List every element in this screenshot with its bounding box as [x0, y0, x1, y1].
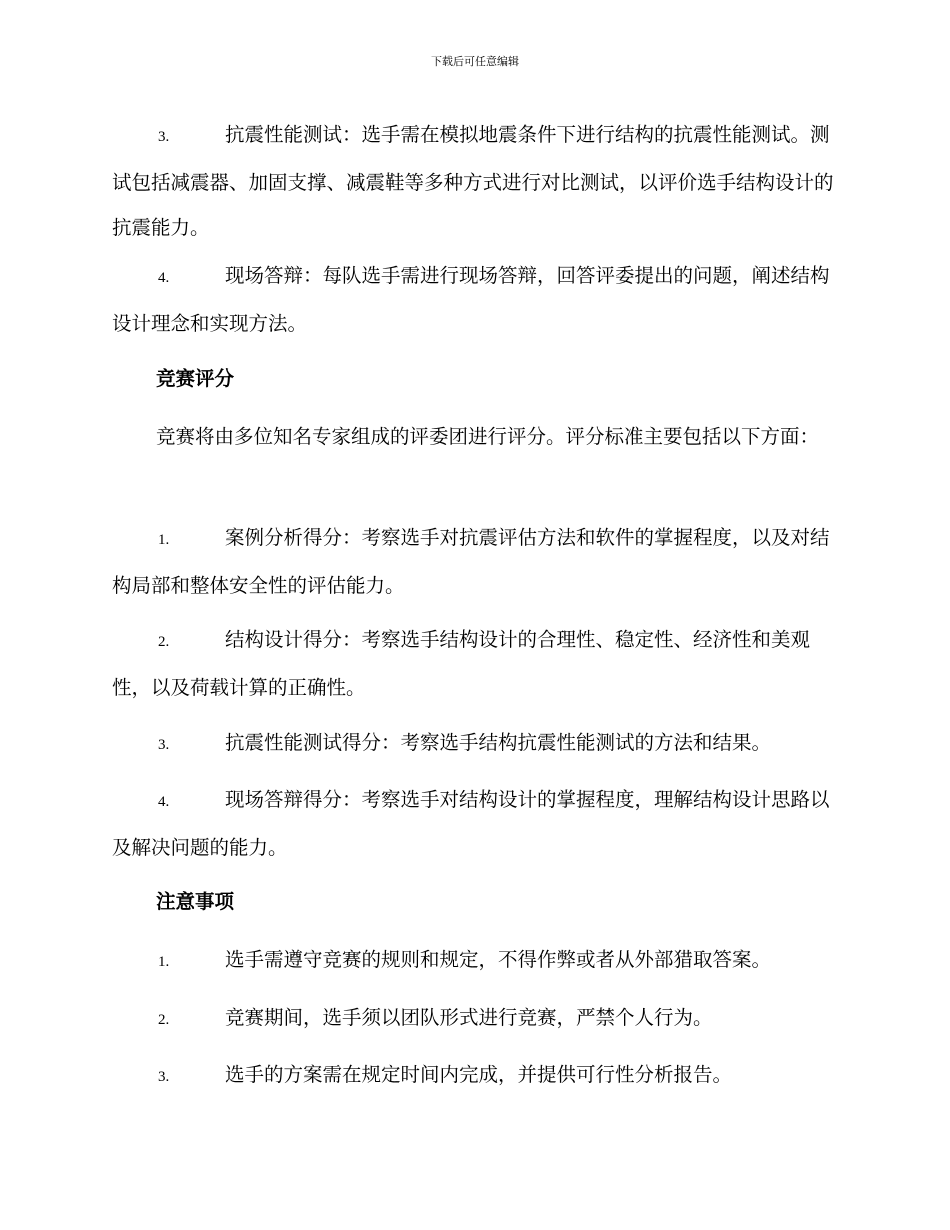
list-item [112, 515, 834, 608]
list-text: 竞赛期间，选手须以团队形式进行竞赛，严禁个人行为。 [225, 1006, 713, 1029]
list-number: 2. [158, 634, 170, 650]
list-text: 抗震性能测试：选手需在模拟地震条件下进行结构的抗震性能测试。测试包括减震器、加固支撑、减震鞋等多种方式进行对比测试，以评价选手结构设计的抗震能力。 [112, 123, 834, 239]
list-text: 结构设计得分：考察选手结构设计的合理性、稳定性、经济性和美观性，以及荷载计算的正确性。 [112, 628, 811, 699]
list-item [112, 1052, 834, 1100]
list-item [112, 253, 834, 346]
list-text: 现场答辩得分：考察选手对结构设计的掌握程度，理解结构设计思路以及解决问题的能力。 [112, 788, 830, 859]
list-text: 选手的方案需在规定时间内完成，并提供可行性分析报告。 [225, 1063, 733, 1086]
list-text: 案例分析得分：考察选手对抗震评估方法和软件的掌握程度，以及对结构局部和整体安全性的评估能力。 [112, 526, 830, 597]
list-number: 1. [158, 954, 170, 970]
list-text: 现场答辩：每队选手需进行现场答辩，回答评委提出的问题，阐述结构设计理念和实现方法。 [112, 264, 830, 335]
list-text: 选手需遵守竞赛的规则和规定，不得作弊或者从外部猎取答案。 [225, 948, 772, 971]
list-item [112, 112, 834, 250]
scoring-intro: 竞赛将由多位知名专家组成的评委团进行评分。评分标准主要包括以下方面： [156, 425, 820, 448]
list-item [112, 720, 834, 768]
list-number: 4. [158, 270, 170, 286]
list-number: 3. [158, 129, 170, 145]
list-number: 3. [158, 1069, 170, 1085]
list-item [112, 995, 834, 1043]
section-heading-notes: 注意事项 [156, 890, 235, 913]
list-item [112, 617, 834, 710]
list-item [112, 777, 834, 870]
list-number: 1. [158, 532, 170, 548]
list-number: 4. [158, 794, 170, 810]
page-header: 下载后可任意编辑 [431, 55, 519, 68]
section-heading-scoring: 竞赛评分 [156, 367, 235, 390]
list-item [112, 937, 834, 985]
list-number: 3. [158, 737, 170, 753]
list-text: 抗震性能测试得分：考察选手结构抗震性能测试的方法和结果。 [225, 731, 772, 754]
list-number: 2. [158, 1012, 170, 1028]
